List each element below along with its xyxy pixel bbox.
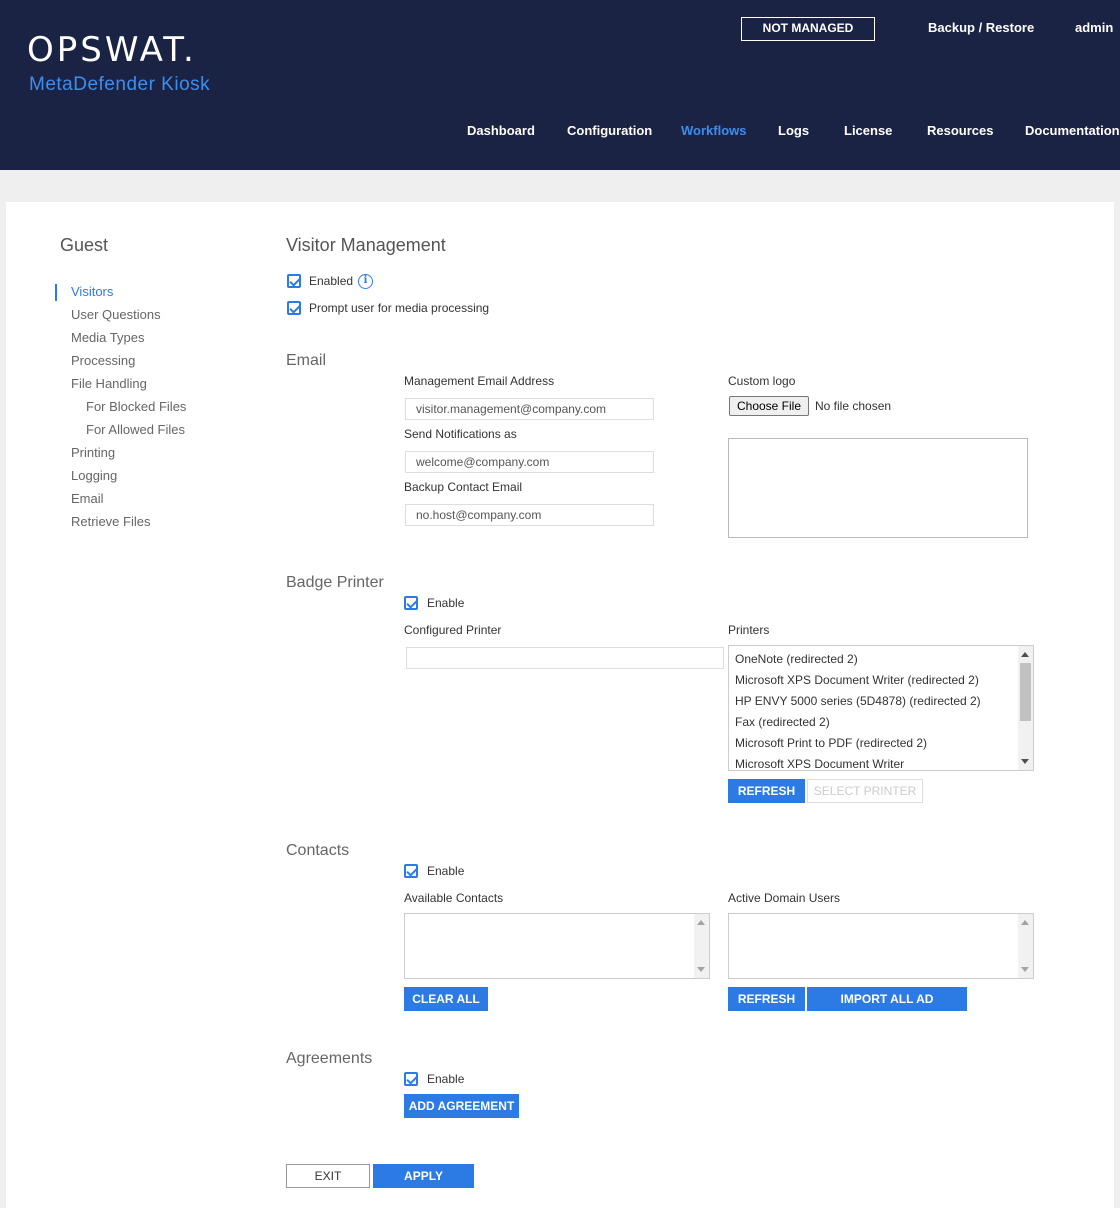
notify-email-input[interactable]: welcome@company.com xyxy=(405,451,654,473)
import-all-ad-contacts-button[interactable]: IMPORT ALL AD CONTACTS xyxy=(807,987,967,1011)
list-item[interactable]: Fax (redirected 2) xyxy=(735,715,830,729)
mgmt-email-label: Management Email Address xyxy=(404,374,555,388)
nav-resources[interactable]: Resources xyxy=(927,123,994,138)
email-section-title: Email xyxy=(286,352,327,369)
file-status-text: No file chosen xyxy=(815,399,892,413)
available-contacts-scrollbar[interactable] xyxy=(694,914,709,978)
list-item[interactable]: OneNote (redirected 2) xyxy=(735,652,858,666)
enabled-label: Enabled xyxy=(309,274,354,288)
active-domain-users-list[interactable] xyxy=(728,913,1034,979)
backup-restore-link[interactable]: Backup / Restore xyxy=(928,20,1035,35)
top-header xyxy=(0,0,1120,170)
scroll-down-icon[interactable] xyxy=(1021,759,1029,764)
sidebar-item-retrieve-files[interactable]: Retrieve Files xyxy=(71,514,151,529)
exit-button[interactable]: EXIT xyxy=(286,1164,370,1188)
scroll-thumb[interactable] xyxy=(1020,663,1031,721)
info-icon[interactable]: i xyxy=(358,274,373,289)
sidebar-item-printing[interactable]: Printing xyxy=(71,445,116,460)
nav-dashboard[interactable]: Dashboard xyxy=(467,123,535,138)
agreements-section-title: Agreements xyxy=(286,1050,373,1067)
nav-logs[interactable]: Logs xyxy=(778,123,810,138)
agreements-enable-checkbox[interactable] xyxy=(404,1072,418,1086)
list-item[interactable]: Microsoft XPS Document Writer (redirected 2) xyxy=(735,673,979,687)
sidebar-title: Guest xyxy=(60,235,109,255)
sidebar-item-user-questions[interactable]: User Questions xyxy=(71,307,161,322)
user-menu[interactable]: admin xyxy=(1075,20,1114,35)
scroll-up-icon[interactable] xyxy=(1021,652,1029,657)
sidebar-item-email[interactable]: Email xyxy=(71,491,104,506)
active-users-scrollbar[interactable] xyxy=(1018,914,1033,978)
contacts-refresh-button[interactable]: REFRESH xyxy=(728,987,805,1011)
enabled-checkbox[interactable] xyxy=(287,274,301,288)
printers-label: Printers xyxy=(728,623,770,637)
contacts-section-title: Contacts xyxy=(286,842,350,859)
prompt-media-checkbox[interactable] xyxy=(287,301,301,315)
nav-configuration[interactable]: Configuration xyxy=(567,123,653,138)
active-domain-users-label: Active Domain Users xyxy=(728,891,841,905)
available-contacts-list[interactable] xyxy=(404,913,710,979)
nav-documentation[interactable]: Documentation xyxy=(1025,123,1120,138)
page-title: Visitor Management xyxy=(286,235,446,255)
sidebar-item-logging[interactable]: Logging xyxy=(71,468,118,483)
sidebar-active-indicator xyxy=(55,284,57,301)
sidebar-item-file-handling[interactable]: File Handling xyxy=(71,376,147,391)
contacts-enable-label: Enable xyxy=(427,864,465,878)
scroll-down-icon[interactable] xyxy=(697,967,705,972)
printers-list[interactable] xyxy=(728,645,1034,771)
agreements-enable-label: Enable xyxy=(427,1072,465,1086)
backup-email-label: Backup Contact Email xyxy=(404,480,523,494)
available-contacts-label: Available Contacts xyxy=(404,891,504,905)
printers-scrollbar[interactable] xyxy=(1018,646,1033,770)
apply-button[interactable]: APPLY xyxy=(373,1164,474,1188)
badge-printer-section-title: Badge Printer xyxy=(286,574,384,591)
opswat-logo[interactable]: OPSWAT. xyxy=(27,30,197,70)
choose-file-button[interactable]: Choose File xyxy=(729,396,809,416)
clear-all-button[interactable]: CLEAR ALL xyxy=(404,987,488,1011)
scroll-down-icon[interactable] xyxy=(1021,967,1029,972)
badge-printer-enable-label: Enable xyxy=(427,596,465,610)
backup-email-input[interactable]: no.host@company.com xyxy=(405,504,654,526)
scroll-up-icon[interactable] xyxy=(1021,920,1029,925)
printer-refresh-button[interactable]: REFRESH xyxy=(728,779,805,803)
sidebar-item-allowed-files[interactable]: For Allowed Files xyxy=(86,422,185,437)
select-printer-button[interactable]: SELECT PRINTER xyxy=(807,779,923,803)
list-item[interactable]: Microsoft Print to PDF (redirected 2) xyxy=(735,736,928,750)
management-status-badge[interactable]: NOT MANAGED xyxy=(741,17,875,41)
contacts-enable-checkbox[interactable] xyxy=(404,864,418,878)
configured-printer-input[interactable] xyxy=(406,647,724,669)
sidebar-item-visitors[interactable]: Visitors xyxy=(71,284,114,299)
nav-workflows[interactable]: Workflows xyxy=(681,123,747,138)
sidebar-item-processing[interactable]: Processing xyxy=(71,353,136,368)
scroll-up-icon[interactable] xyxy=(697,920,705,925)
custom-logo-label: Custom logo xyxy=(728,374,796,388)
logo-preview xyxy=(728,438,1028,538)
add-agreement-button[interactable]: ADD AGREEMENT xyxy=(404,1094,519,1118)
badge-printer-enable-checkbox[interactable] xyxy=(404,596,418,610)
nav-license[interactable]: License xyxy=(844,123,893,138)
prompt-media-label: Prompt user for media processing xyxy=(309,301,490,315)
notify-email-label: Send Notifications as xyxy=(404,427,517,441)
sidebar-item-media-types[interactable]: Media Types xyxy=(71,330,145,345)
list-item[interactable]: Microsoft XPS Document Writer xyxy=(735,757,905,771)
list-item[interactable]: HP ENVY 5000 series (5D4878) (redirected 2) xyxy=(735,694,981,708)
sidebar-item-blocked-files[interactable]: For Blocked Files xyxy=(86,399,187,414)
configured-printer-label: Configured Printer xyxy=(404,623,502,637)
product-name: MetaDefender Kiosk xyxy=(29,74,211,95)
mgmt-email-input[interactable]: visitor.management@company.com xyxy=(405,398,654,420)
